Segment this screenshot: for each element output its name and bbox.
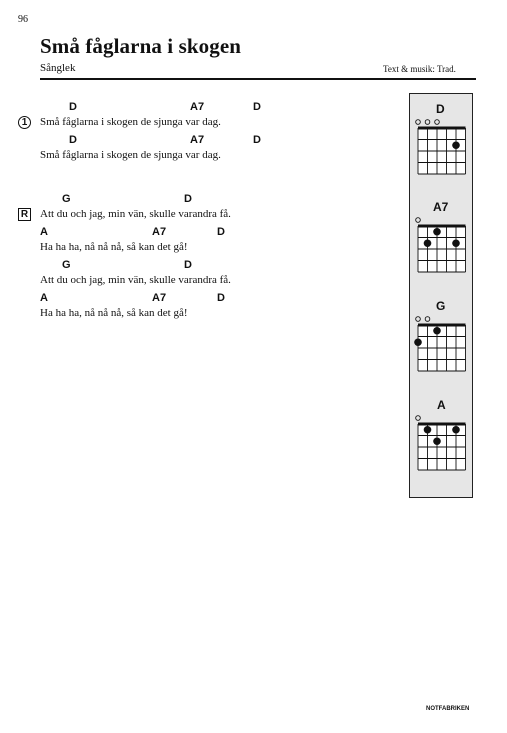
chord-diagram-a [410, 412, 472, 474]
chord-diagram-name: D [436, 102, 445, 116]
finger-dot [452, 239, 460, 247]
chord-label: A7 [190, 134, 205, 146]
open-string-marker [416, 120, 421, 125]
open-string-marker [416, 218, 421, 223]
lyric-line: Ha ha ha, nå nå nå, så kan det gå! [40, 241, 188, 253]
chord-label: A [40, 292, 48, 304]
finger-dot [433, 327, 441, 335]
chord-label: A7 [152, 292, 167, 304]
finger-dot [414, 338, 422, 346]
song-subtitle: Sånglek [40, 62, 76, 74]
chord-diagram-g [410, 313, 472, 375]
open-string-marker [425, 317, 430, 322]
chord-label: A7 [190, 101, 205, 113]
title-rule [40, 78, 476, 80]
verse-marker: 1 [18, 116, 31, 129]
song-credits: Text & musik: Trad. [383, 64, 456, 74]
chord-label: D [69, 101, 77, 113]
open-string-marker [416, 416, 421, 421]
chord-label: D [184, 193, 192, 205]
chord-diagram-panel [409, 93, 473, 498]
lyric-line: Små fåglarna i skogen de sjunga var dag. [40, 116, 221, 128]
lyric-line: Ha ha ha, nå nå nå, så kan det gå! [40, 307, 188, 319]
lyric-line: Att du och jag, min vän, skulle varandra få. [40, 208, 231, 220]
finger-dot [433, 228, 441, 236]
chord-label: G [62, 193, 71, 205]
open-string-marker [425, 120, 430, 125]
page-number: 96 [18, 14, 28, 25]
finger-dot [433, 437, 441, 445]
refrain-marker: R [18, 208, 31, 221]
chord-label: G [62, 259, 71, 271]
chord-diagram-name: G [436, 299, 446, 313]
chord-label: D [253, 101, 261, 113]
chord-label: D [184, 259, 192, 271]
finger-dot [452, 426, 460, 434]
finger-dot [424, 239, 432, 247]
chord-diagram-a7 [410, 214, 472, 276]
chord-diagram-d [410, 116, 472, 178]
open-string-marker [435, 120, 440, 125]
chord-diagram-name: A [437, 398, 446, 412]
song-title: Små fåglarna i skogen [40, 34, 242, 58]
chord-label: D [217, 292, 225, 304]
chord-label: A7 [152, 226, 167, 238]
chord-label: D [69, 134, 77, 146]
chord-label: D [217, 226, 225, 238]
publisher-footer: NOTFABRIKEN [426, 706, 470, 712]
finger-dot [424, 426, 432, 434]
open-string-marker [416, 317, 421, 322]
lyric-line: Små fåglarna i skogen de sjunga var dag. [40, 149, 221, 161]
chord-label: D [253, 134, 261, 146]
lyric-line: Att du och jag, min vän, skulle varandra få. [40, 274, 231, 286]
finger-dot [452, 141, 460, 149]
chord-diagram-name: A7 [433, 200, 449, 214]
chord-label: A [40, 226, 48, 238]
